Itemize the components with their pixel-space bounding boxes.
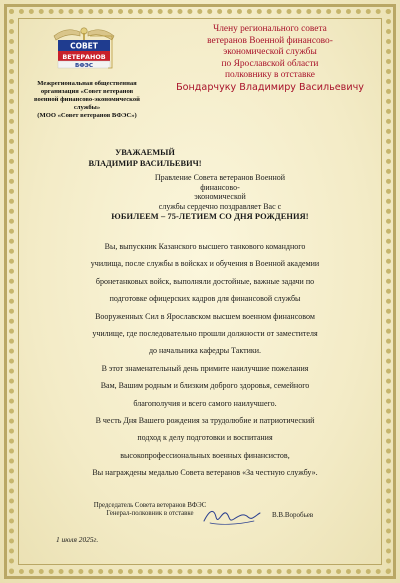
addressee-name: Бондарчуку Владимиру Васильевичу bbox=[176, 81, 364, 93]
addressee-line: полковнику в отставке bbox=[225, 70, 315, 80]
intro-line: Правление Совета ветеранов Военной финансово- bbox=[154, 173, 286, 192]
org-line: службы» bbox=[73, 104, 101, 111]
org-line: (МОО «Совет ветеранов ВФЭС») bbox=[37, 112, 137, 119]
intro-paragraph bbox=[140, 173, 300, 211]
addressee-line: по Ярославской области bbox=[221, 58, 319, 69]
body-line: до начальника кафедры Тактики. bbox=[148, 346, 262, 356]
signatory-name: В.В.Воробьев bbox=[272, 511, 314, 519]
org-line: организация «Совет ветеранов bbox=[40, 88, 134, 95]
body-line: бронетанковых войск, выполняли достойные, важные задачи по bbox=[95, 276, 315, 286]
body-line: благополучия и всего самого наилучшего. bbox=[133, 398, 277, 408]
addressee-line: ветеранов Военной финансово- bbox=[207, 35, 333, 46]
body-line: высокопрофессиональных военных финансистов, bbox=[120, 450, 290, 460]
body-line: Вы награждены медалью Совета ветеранов «За честную службу». bbox=[92, 468, 318, 478]
salutation-line-1: УВАЖАЕМЫЙ bbox=[115, 148, 175, 157]
logo-text-3: ВФЭС bbox=[74, 63, 94, 69]
body-line: подход к делу подготовки и воспитания bbox=[137, 433, 273, 443]
council-logo bbox=[50, 22, 118, 77]
salutation bbox=[60, 148, 230, 169]
org-line: Межрегиональная общественная bbox=[37, 80, 137, 87]
salutation-line-2: ВЛАДИМИР ВАСИЛЬЕВИЧ! bbox=[88, 158, 202, 168]
body-line: Вооруженных Сил в Ярославском высшем военном финансовом bbox=[95, 311, 315, 321]
jubilee-heading: ЮБИЛЕЕМ – 75-ЛЕТИЕМ СО ДНЯ РОЖДЕНИЯ! bbox=[111, 212, 309, 221]
signatory-line-1: Председатель Совета ветеранов ВФЭС bbox=[93, 502, 207, 509]
org-line: военной финансово-экономической bbox=[34, 96, 140, 103]
logo-text-1: СОВЕТ bbox=[70, 41, 98, 51]
addressee-line: Члену регионального совета bbox=[213, 24, 327, 34]
body-line: подготовке офицерских кадров для финансовой службы bbox=[109, 294, 301, 304]
body-line: Вам, Вашим родным и близким доброго здоровья, семейного bbox=[100, 381, 310, 391]
document-date: 1 июля 2025г. bbox=[56, 535, 99, 544]
body-line: В этот знаменательный день примите наилучшие пожелания bbox=[101, 363, 309, 373]
addressee-line: экономической службы bbox=[223, 47, 317, 57]
organization-block bbox=[24, 80, 150, 120]
handwritten-signature bbox=[200, 503, 264, 529]
intro-line: службы сердечно поздравляет Вас с bbox=[158, 201, 282, 211]
logo-text-2: ВЕТЕРАНОВ bbox=[62, 52, 106, 61]
signatory-line-2: Генерал-полковник в отставке bbox=[106, 510, 194, 518]
body-line: училища, после службы в войсках и обучения в Военной академии bbox=[90, 259, 320, 269]
body-line: В честь Дня Вашего рождения за трудолюбие и патриотический bbox=[95, 416, 315, 426]
body-line: Вы, выпускник Казанского высшего танкового командного bbox=[104, 242, 306, 251]
body-text bbox=[40, 238, 370, 482]
body-line: училище, где последовательно прошли должности от заместителя bbox=[92, 329, 318, 339]
addressee-block bbox=[160, 24, 380, 93]
intro-line: экономической bbox=[194, 192, 246, 202]
